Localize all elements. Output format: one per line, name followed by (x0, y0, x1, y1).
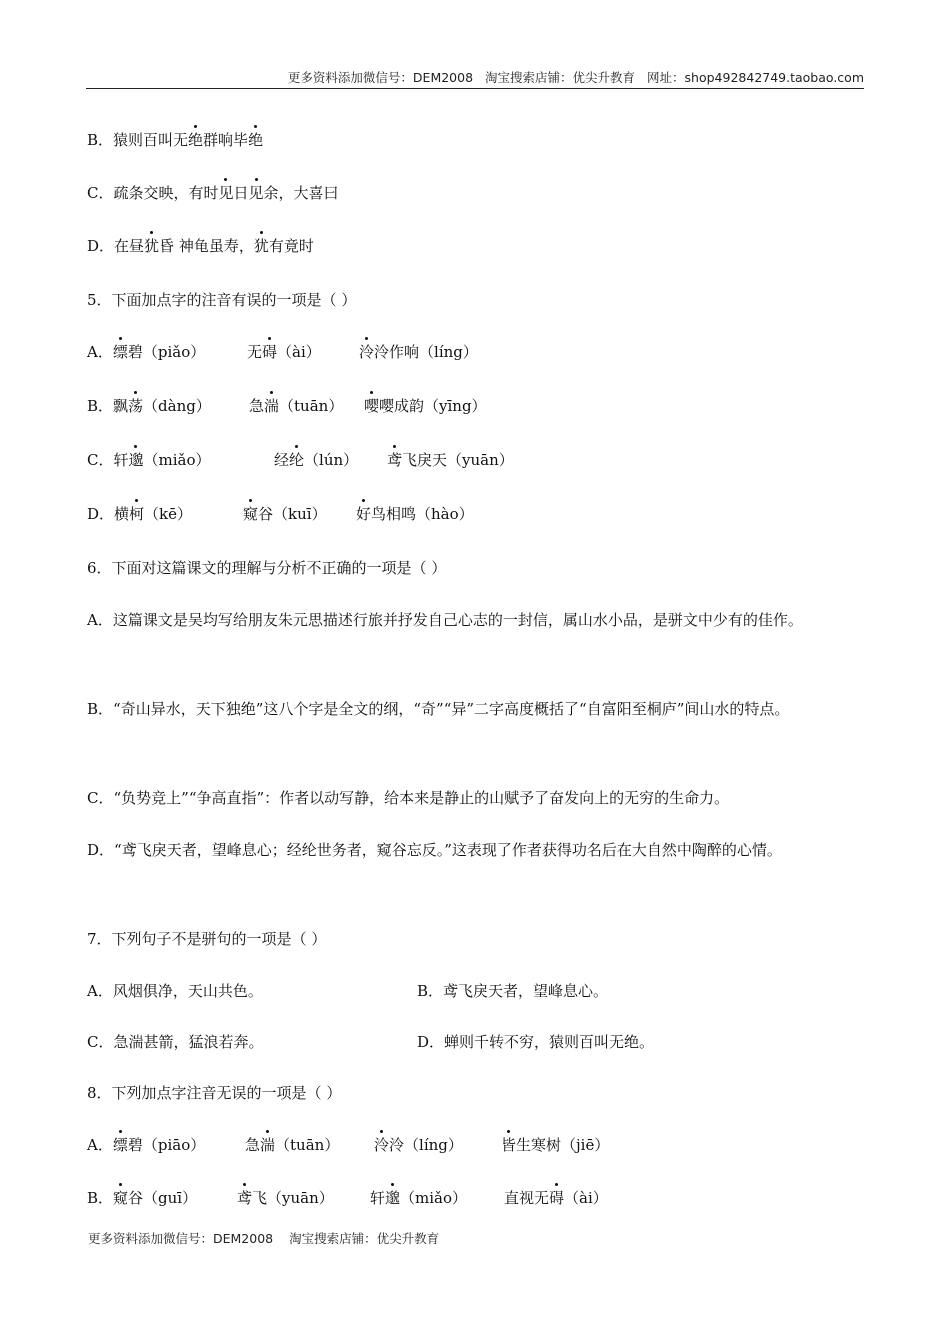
q4-option-b: B．猿则百叫无绝群响毕绝 (87, 128, 867, 152)
q5-b-item-3: 嘤嘤成韵（yīng） (364, 394, 487, 418)
q5-d-item-3: 好鸟相鸣（hào） (356, 502, 474, 526)
dotted-char: 缥 (113, 340, 128, 364)
dotted-char: 绝 (248, 128, 263, 152)
dotted-char: 犹 (254, 234, 269, 258)
dotted-char: 犹 (144, 234, 159, 258)
dotted-char: 碍 (549, 1186, 564, 1210)
q6-option-c: C．“负势竞上”“争高直指”：作者以动写静，给本来是静止的山赋予了奋发向上的无穷的生命力。 (87, 789, 730, 807)
q5-b-item-1: B．飘荡（dàng） (87, 394, 211, 418)
dotted-char: 泠 (374, 1133, 389, 1157)
q6-option-a: A．这篇课文是吴均写给朋友朱元思描述行旅并抒发自己心志的一封信，属山水小品，是骈文中少有的佳作。 (87, 611, 803, 629)
q5-c-item-2: 经纶（lún） (274, 448, 358, 472)
dotted-char: 泠 (359, 340, 374, 364)
q8-b-item-3: 轩邈（miǎo） (370, 1186, 467, 1210)
q4-option-c: C．疏条交映，有时见日见余，大喜曰 (87, 181, 867, 205)
q8-a-item-1: A．缥碧（piāo） (87, 1133, 205, 1157)
dotted-char: 窥 (113, 1186, 128, 1210)
q7-options-ab (87, 979, 867, 1003)
q6-option-d: D．“鸢飞戾天者，望峰息心；经纶世务者，窥谷忘反。”这表现了作者获得功名后在大自然中陶醉的心情。 (87, 841, 782, 859)
q8-stem: 8．下列加点字注音无误的一项是（ ） (87, 1084, 342, 1102)
q5-a-item-2: 无碍（ài） (247, 340, 321, 364)
q5-c-item-3: 鸢飞戾天（yuān） (387, 448, 514, 472)
dotted-char: 邈 (128, 448, 143, 472)
header-wechat: 更多资料添加微信号：DEM2008 (287, 70, 474, 85)
q7-option-c: C．急湍甚箭，猛浪若奔。 (87, 1033, 264, 1051)
dotted-char: 纶 (289, 448, 304, 472)
q5-option-d (87, 502, 867, 526)
q7-options-cd (87, 1030, 867, 1054)
q7-option-b: B．鸢飞戾天者，望峰息心。 (417, 982, 609, 1000)
q8-a-item-2: 急湍（tuān） (245, 1133, 339, 1157)
q5-option-a (87, 340, 867, 364)
q7-option-d: D．蝉则千转不穷，猿则百叫无绝。 (417, 1033, 655, 1051)
q5-option-b (87, 394, 867, 418)
page-header (86, 68, 864, 89)
page-footer (88, 1229, 451, 1247)
dotted-char: 窥 (243, 502, 258, 526)
q8-a-item-3: 泠泠（líng） (374, 1133, 463, 1157)
q8-b-item-4: 直视无碍（ài） (504, 1186, 608, 1210)
dotted-char: 缥 (113, 1133, 128, 1157)
dotted-char: 湍 (260, 1133, 275, 1157)
q8-b-item-2: 鸢飞（yuān） (237, 1186, 334, 1210)
q7-stem: 7．下列句子不是骈句的一项是（ ） (87, 930, 327, 948)
dotted-char: 湍 (264, 394, 279, 418)
q8-a-item-4: 皆生寒树（jiē） (501, 1133, 609, 1157)
q5-b-item-2: 急湍（tuān） (249, 394, 343, 418)
q8-option-b (87, 1186, 867, 1210)
q4-option-d: D．在昼犹昏 神龟虽寿，犹有竟时 (87, 234, 867, 258)
dotted-char: 皆 (501, 1133, 516, 1157)
footer-wechat: 更多资料添加微信号：DEM2008 (88, 1231, 274, 1246)
q5-a-item-1: A．缥碧（piǎo） (87, 340, 205, 364)
q5-stem: 5．下面加点字的注音有误的一项是（ ） (87, 291, 357, 309)
q7-option-a: A．风烟俱净，天山共色。 (87, 982, 263, 1000)
dotted-char: 绝 (188, 128, 203, 152)
q8-b-item-1: B．窥谷（guī） (87, 1186, 197, 1210)
header-shop: 淘宝搜索店铺：优尖升教育 (485, 70, 636, 85)
q5-d-item-2: 窥谷（kuī） (243, 502, 327, 526)
dotted-char: 邈 (385, 1186, 400, 1210)
footer-shop: 淘宝搜索店铺：优尖升教育 (289, 1231, 440, 1246)
dotted-char: 见 (218, 181, 233, 205)
dotted-char: 荡 (128, 394, 143, 418)
q6-option-b: B．“奇山异水，天下独绝”这八个字是全文的纲，“奇”“异”二字高度概括了“自富阳至桐庐”间山水的特点。 (87, 700, 790, 718)
dotted-char: 见 (249, 181, 264, 205)
dotted-char: 鸢 (387, 448, 402, 472)
q5-c-item-1: C．轩邈（miǎo） (87, 448, 211, 472)
dotted-char: 嘤 (364, 394, 379, 418)
header-site: 网址：shop492842749.taobao.com (647, 70, 864, 85)
dotted-char: 柯 (129, 502, 144, 526)
q5-d-item-1: D．横柯（kē） (87, 502, 192, 526)
dotted-char: 鸢 (237, 1186, 252, 1210)
q6-stem: 6．下面对这篇课文的理解与分析不正确的一项是（ ） (87, 559, 447, 577)
dotted-char: 碍 (262, 340, 277, 364)
dotted-char: 好 (356, 502, 371, 526)
q5-option-c (87, 448, 867, 472)
q5-a-item-3: 泠泠作响（líng） (359, 340, 478, 364)
q8-option-a (87, 1133, 867, 1157)
